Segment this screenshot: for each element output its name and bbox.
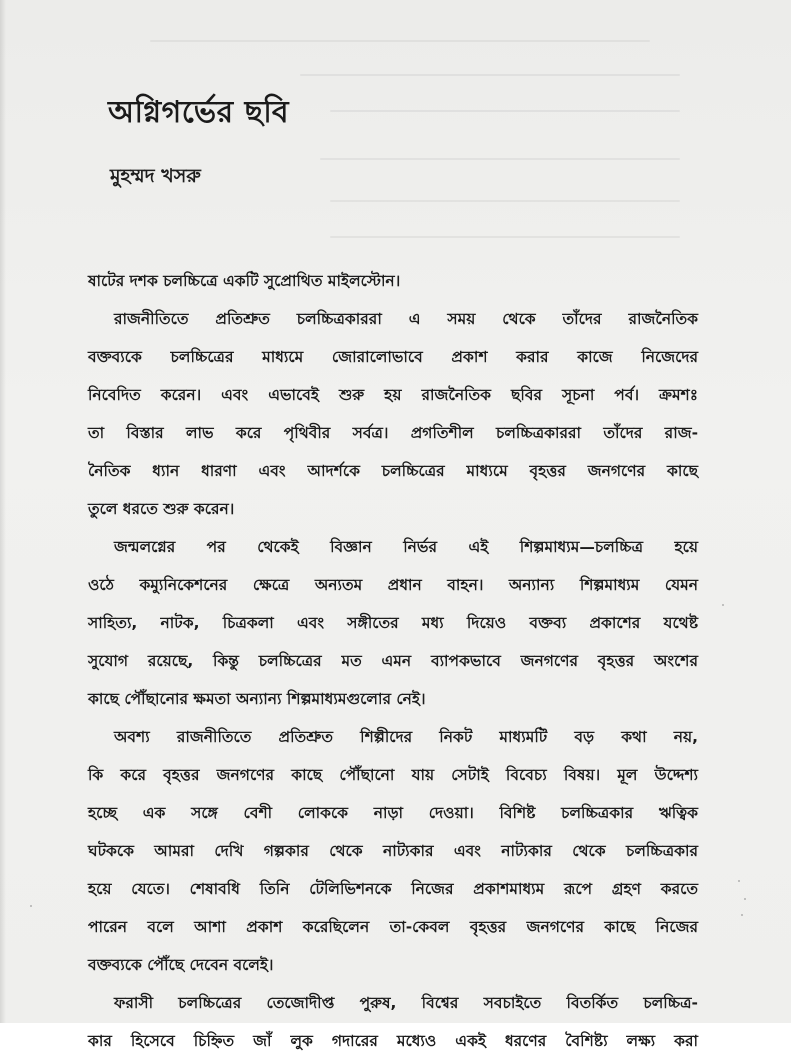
text-line: ওঠে কম্যুনিকেশনের ক্ষেত্রে অন্যতম প্রধান বাহন। অন্যান্য শিল্পমাধ্যম যেমন: [88, 576, 698, 594]
text-line: কি করে বৃহত্তর জনগণের কাছে পৌঁছানো যায় সেটাই বিবেচ্য বিষয়। মূল উদ্দেশ্য: [88, 766, 698, 784]
text-line: ঘটককে আমরা দেখি গল্পকার থেকে নাট্যকার এবং নাট্যকার থেকে চলচ্চিত্রকার: [88, 842, 698, 860]
bleed-through-line: [330, 236, 680, 238]
text-line: হয়ে যেতে। শেষাবধি তিনি টেলিভিশনকে নিজের প্রকাশমাধ্যম রূপে গ্রহণ করতে: [88, 880, 698, 898]
text-line: হচ্ছে এক সঙ্গে বেশী লোককে নাড়া দেওয়া। বিশিষ্ট চলচ্চিত্রকার ঋত্বিক: [88, 804, 698, 822]
text-line: ষাটের দশক চলচ্চিত্রে একটি সুপ্রোথিত মাইলস্টোন।: [88, 272, 401, 290]
text-line: নিবেদিত করেন। এবং এভাবেই শুরু হয় রাজনৈতিক ছবির সূচনা পর্ব। ক্রমশঃ: [88, 386, 698, 404]
text-line: অবশ্য রাজনীতিতে প্রতিশ্রুত শিল্পীদের নিকট মাধ্যমটি বড় কথা নয়,: [114, 728, 698, 746]
page-title: অগ্নিগর্ভের ছবি: [108, 95, 290, 130]
text-line: সাহিত্য, নাটক, চিত্রকলা এবং সঙ্গীতের মধ্য দিয়েও বক্তব্য প্রকাশের যথেষ্ট: [88, 614, 698, 632]
text-line: কাছে পৌঁছানোর ক্ষমতা অন্যান্য শিল্পমাধ্যমগুলোর নেই।: [88, 690, 426, 708]
bleed-through-line: [320, 158, 680, 160]
paragraph: [88, 262, 698, 300]
text-line: বক্তব্যকে পৌঁছে দেবেন বলেই।: [88, 956, 274, 974]
text-line: নৈতিক ধ্যান ধারণা এবং আদর্শকে চলচ্চিত্রের মাধ্যমে বৃহত্তর জনগণের কাছে: [88, 462, 698, 480]
bleed-through-line: [330, 200, 680, 202]
scan-edge-shadow: [0, 0, 6, 1023]
text-line: কার হিসেবে চিহ্নিত জাঁ লুক গদারের মধ্যেও একই ধরণের বৈশিষ্ট্য লক্ষ্য করা: [88, 1032, 698, 1050]
paragraph: [88, 300, 698, 528]
paragraph: [88, 718, 698, 984]
text-line: জন্মলগ্নের পর থেকেই বিজ্ঞান নির্ভর এই শিল্পমাধ্যম—চলচ্চিত্র হয়ে: [114, 538, 698, 556]
author-name: মুহম্মদ খসরু: [110, 165, 201, 187]
text-line: সুযোগ রয়েছে, কিন্তু চলচ্চিত্রের মত এমন ব্যাপকভাবে জনগণের বৃহত্তর অংশের: [88, 652, 698, 670]
paragraph: [88, 984, 698, 1060]
paragraph: [88, 528, 698, 718]
article-body: [88, 262, 698, 1060]
text-line: বক্তব্যকে চলচ্চিত্রের মাধ্যমে জোরালোভাবে প্রকাশ করার কাজে নিজেদের: [88, 348, 698, 366]
bleed-through-line: [150, 40, 650, 42]
bleed-through-line: [300, 74, 680, 76]
text-line: তুলে ধরতে শুরু করেন।: [88, 500, 235, 518]
text-line: ফরাসী চলচ্চিত্রের তেজোদীপ্ত পুরুষ, বিশ্বের সবচাইতে বিতর্কিত চলচ্চিত্র-: [114, 994, 698, 1012]
text-line: রাজনীতিতে প্রতিশ্রুত চলচ্চিত্রকাররা এ সময় থেকে তাঁদের রাজনৈতিক: [114, 310, 698, 328]
text-line: তা বিস্তার লাভ করে পৃথিবীর সর্বত্র। প্রগতিশীল চলচ্চিত্রকাররা তাঁদের রাজ-: [88, 424, 698, 442]
bleed-through-line: [330, 110, 680, 112]
text-line: পারেন বলে আশা প্রকাশ করেছিলেন তা-কেবল বৃহত্তর জনগণের কাছে নিজের: [88, 918, 698, 936]
